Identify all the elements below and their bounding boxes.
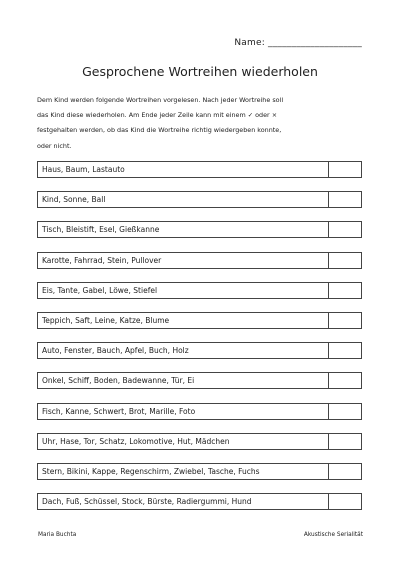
table-row <box>37 161 362 178</box>
instructions-line: das Kind diese wiederholen. Am Ende jeder Zeile kann mit einem ✓ oder × <box>37 111 278 120</box>
check-box[interactable] <box>329 343 361 358</box>
footer-topic: Akustische Serialität <box>303 532 363 538</box>
word-series-text: Uhr, Hase, Tor, Schatz, Lokomotive, Hut, Mädchen <box>38 434 329 449</box>
table-row <box>37 312 362 329</box>
page-title: Gesprochene Wortreihen wiederholen <box>82 64 318 79</box>
word-series-text: Fisch, Kanne, Schwert, Brot, Marille, Foto <box>38 404 329 419</box>
check-box[interactable] <box>329 162 361 177</box>
table-row <box>37 463 362 480</box>
name-field-label: Name: ____________________ <box>234 38 362 48</box>
check-box[interactable] <box>329 253 361 268</box>
footer-author: Maria Buchta <box>38 532 77 538</box>
table-row <box>37 191 362 208</box>
word-series-text: Tisch, Bleistift, Esel, Gießkanne <box>38 222 329 237</box>
table-row <box>37 282 362 299</box>
word-series-text: Dach, Fuß, Schüssel, Stock, Bürste, Radiergummi, Hund <box>38 494 329 509</box>
check-box[interactable] <box>329 283 361 298</box>
word-series-text: Onkel, Schiff, Boden, Badewanne, Tür, Ei <box>38 373 329 388</box>
table-row <box>37 403 362 420</box>
instructions-line: oder nicht. <box>37 141 72 150</box>
word-series-text: Karotte, Fahrrad, Stein, Pullover <box>38 253 329 268</box>
instructions-line: Dem Kind werden folgende Wortreihen vorgelesen. Nach jeder Wortreihe soll <box>37 96 284 104</box>
table-row <box>37 252 362 269</box>
check-box[interactable] <box>329 373 361 388</box>
instructions-line: festgehalten werden, ob das Kind die Wortreihe richtig wiedergeben konnte, <box>37 126 282 135</box>
instructions <box>37 93 369 154</box>
check-box[interactable] <box>329 192 361 207</box>
word-series-text: Kind, Sonne, Ball <box>38 192 329 207</box>
word-series-text: Teppich, Saft, Leine, Katze, Blume <box>38 313 329 328</box>
word-series-text: Stern, Bikini, Kappe, Regenschirm, Zwiebel, Tasche, Fuchs <box>38 464 329 479</box>
check-box[interactable] <box>329 222 361 237</box>
check-box[interactable] <box>329 404 361 419</box>
table-row <box>37 493 362 510</box>
table-row <box>37 342 362 359</box>
check-box[interactable] <box>329 434 361 449</box>
table-row <box>37 433 362 450</box>
word-series-table <box>37 161 362 523</box>
word-series-text: Eis, Tante, Gabel, Löwe, Stiefel <box>38 283 329 298</box>
table-row <box>37 372 362 389</box>
check-box[interactable] <box>329 464 361 479</box>
table-row <box>37 221 362 238</box>
check-box[interactable] <box>329 313 361 328</box>
word-series-text: Haus, Baum, Lastauto <box>38 162 329 177</box>
check-box[interactable] <box>329 494 361 509</box>
word-series-text: Auto, Fenster, Bauch, Apfel, Buch, Holz <box>38 343 329 358</box>
